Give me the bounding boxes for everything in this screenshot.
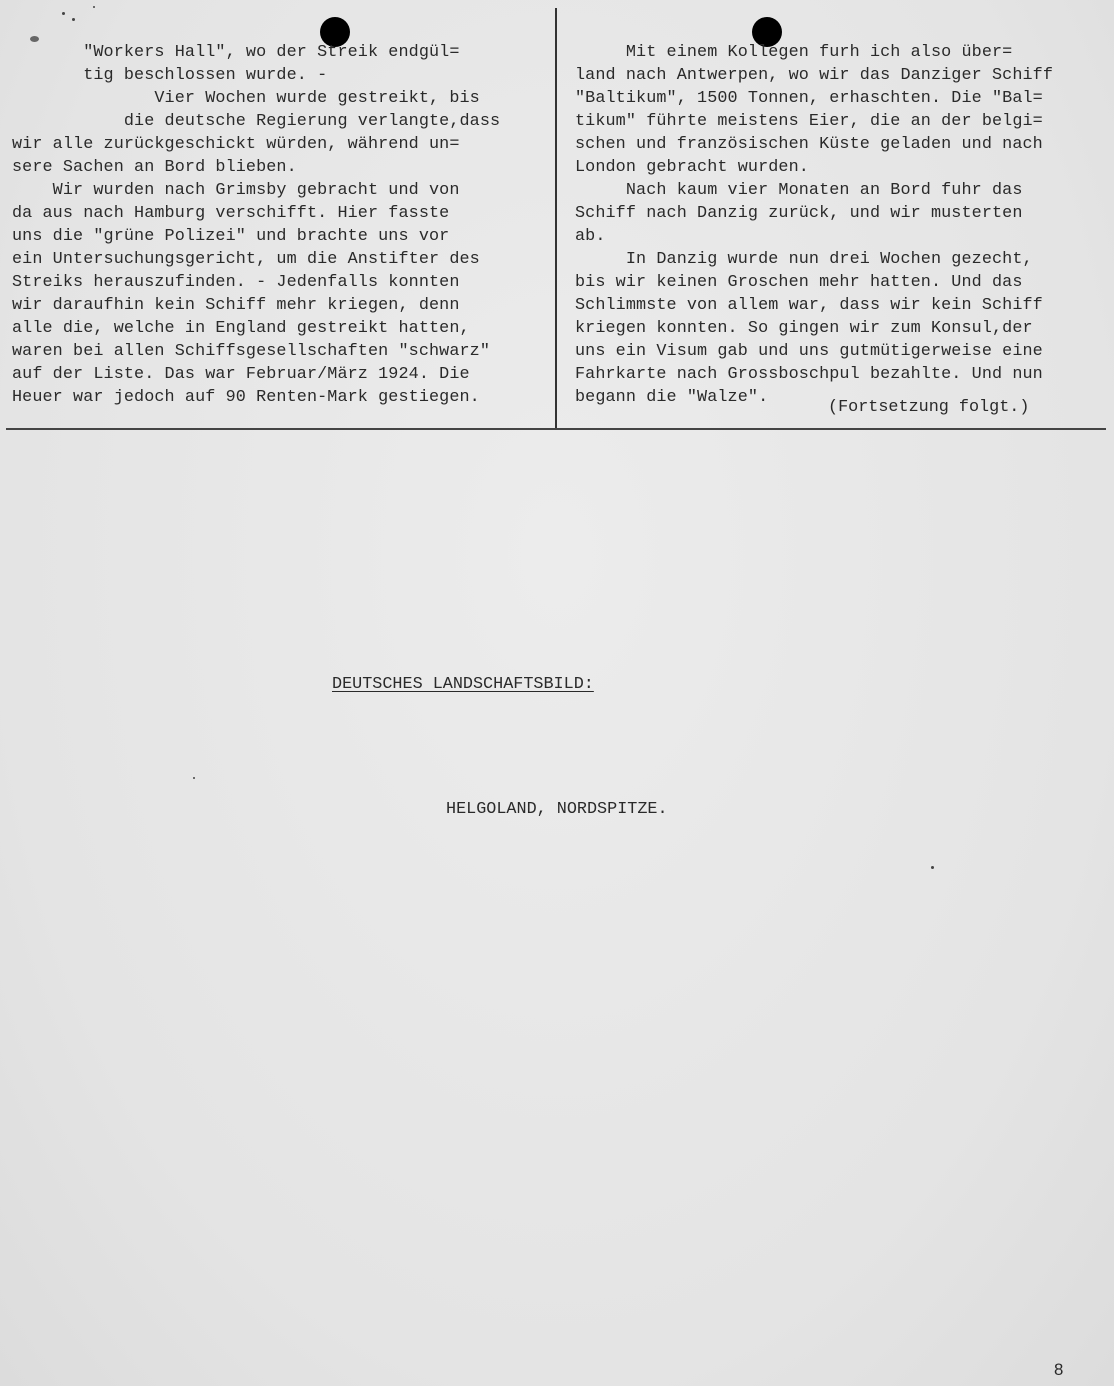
text-line: begann die "Walze". [575,388,769,407]
section-divider [6,428,1106,430]
text-line: Schlimmste von allem war, dass wir kein Schiff [575,296,1043,315]
text-line: auf der Liste. Das war Februar/März 1924. Die [12,365,470,384]
text-line: wir alle zurückgeschickt würden, während un= [12,135,460,154]
ink-speck [193,777,195,779]
text-line: Fahrkarte nach Grossboschpul bezahlte. Und nun [575,365,1043,384]
ink-speck [62,12,65,15]
text-line: alle die, welche in England gestreikt hatten, [12,319,470,338]
ink-speck [931,866,934,869]
text-line: Nach kaum vier Monaten an Bord fuhr das [575,181,1023,200]
page-number: 8 [1054,1360,1064,1379]
text-line: land nach Antwerpen, wo wir das Danziger Schiff [575,66,1054,85]
text-line: uns ein Visum gab und uns gutmütigerweise eine [575,342,1043,361]
text-line: die deutsche Regierung verlangte,dass [12,112,501,131]
column-divider [555,8,557,428]
text-line: Schiff nach Danzig zurück, und wir musterten [575,204,1023,223]
text-line: tikum" führte meistens Eier, die an der belgi= [575,112,1043,131]
text-line: London gebracht wurden. [575,158,809,177]
text-line: ab. [575,227,606,246]
text-line: In Danzig wurde nun drei Wochen gezecht, [575,250,1033,269]
right-column [575,41,1103,409]
text-line: waren bei allen Schiffsgesellschaften "schwarz" [12,342,491,361]
ink-speck [93,6,95,8]
text-line: tig beschlossen wurde. - [12,66,328,85]
text-line: Heuer war jedoch auf 90 Renten-Mark gestiegen. [12,388,480,407]
text-line: Streiks herauszufinden. - Jedenfalls konnten [12,273,460,292]
left-column [12,41,552,409]
text-line: kriegen konnten. So gingen wir zum Konsul,der [575,319,1033,338]
continuation-note: (Fortsetzung folgt.) [828,398,1030,417]
text-line: Vier Wochen wurde gestreikt, bis [12,89,480,108]
text-line: Mit einem Kollegen furh ich also über= [575,43,1013,62]
text-line: uns die "grüne Polizei" und brachte uns vor [12,227,450,246]
text-line: "Workers Hall", wo der Streik endgül= [12,43,460,62]
text-line: wir daraufhin kein Schiff mehr kriegen, denn [12,296,460,315]
text-line: ein Untersuchungsgericht, um die Anstifter des [12,250,480,269]
section-subheading: HELGOLAND, NORDSPITZE. [446,800,668,819]
text-line: "Baltikum", 1500 Tonnen, erhaschten. Die "Bal= [575,89,1043,108]
text-line: da aus nach Hamburg verschifft. Hier fasste [12,204,450,223]
text-line: Wir wurden nach Grimsby gebracht und von [12,181,460,200]
text-line: sere Sachen an Bord blieben. [12,158,297,177]
text-line: schen und französischen Küste geladen und nach [575,135,1043,154]
ink-speck [72,18,75,21]
section-heading: DEUTSCHES LANDSCHAFTSBILD: [332,675,594,694]
text-line: bis wir keinen Groschen mehr hatten. Und das [575,273,1023,292]
